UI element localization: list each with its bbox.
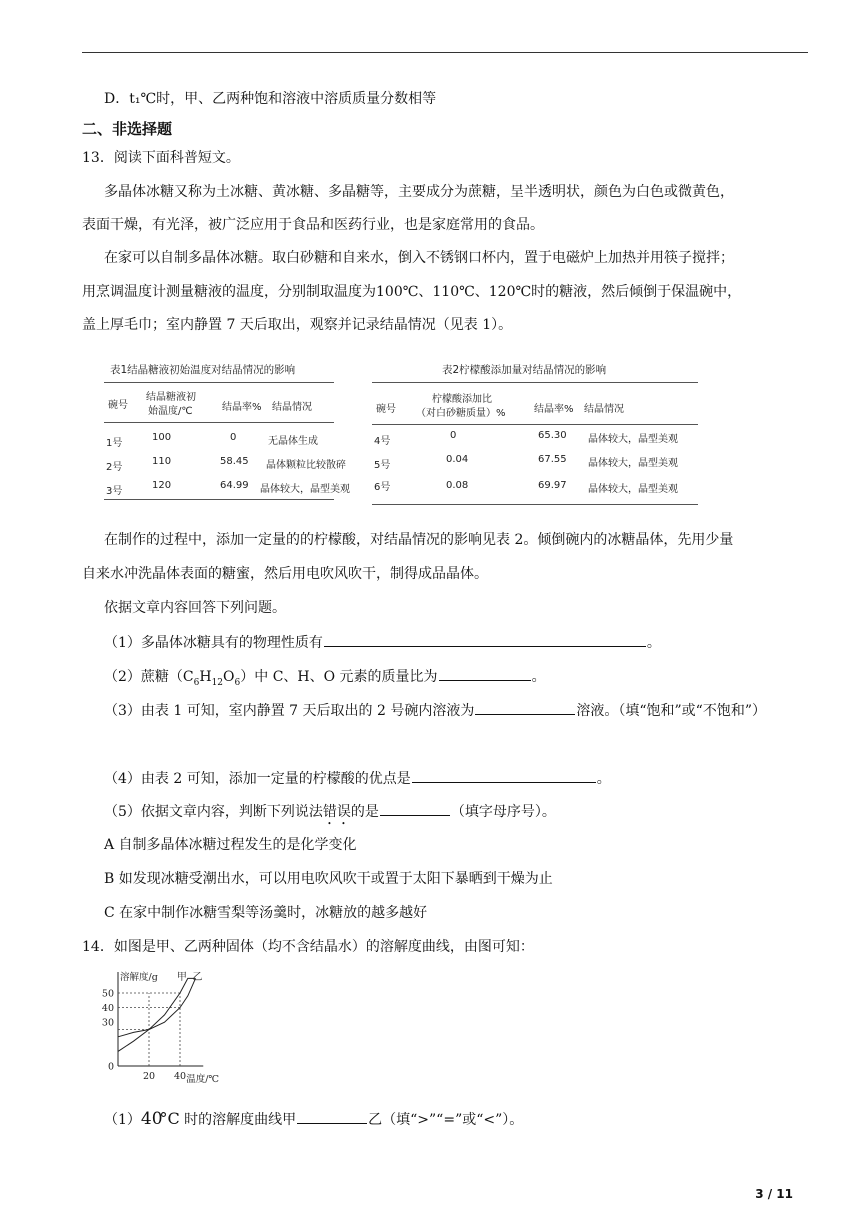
table-2-header: 结晶率% <box>534 404 574 415</box>
q13-para2-line3: 盖上厚毛巾；室内静置 7 天后取出，观察并记录结晶情况（见表 1）。 <box>82 317 513 333</box>
q13-para3-line1: 在制作的过程中，添加一定量的的柠檬酸，对结晶情况的影响见表 2。倾倒碗内的冰糖晶体，先用少量 <box>104 532 734 548</box>
question-text: （1）多晶体冰糖具有的物理性质有 <box>104 635 323 651</box>
table-cell: 3号 <box>106 486 123 497</box>
y-tick-label: 0 <box>107 1061 114 1073</box>
table-1-header: 结晶糖液初 <box>146 392 196 403</box>
table-cell: 0 <box>450 430 457 441</box>
answer-blank[interactable] <box>412 767 596 783</box>
q13-intro: 13．阅读下面科普短文。 <box>82 150 240 166</box>
q13-option-c: C 在家中制作冰糖雪梨等汤羹时，冰糖放的越多越好 <box>104 905 428 921</box>
question-text: 溶液。（填“饱和”或“不饱和”） <box>576 703 766 719</box>
table-2-top-rule <box>372 382 698 383</box>
solubility-chart <box>100 966 240 1090</box>
table-cell: 2号 <box>106 462 123 473</box>
header-rule <box>82 52 808 53</box>
table-1 <box>104 360 350 500</box>
table-cell: 100 <box>152 432 172 443</box>
table-cell: 0.08 <box>446 480 469 491</box>
series-label-jia: 甲 <box>176 972 187 983</box>
table-2 <box>372 360 698 506</box>
option-d: D．t₁℃时，甲、乙两种饱和溶液中溶质质量分数相等 <box>104 91 437 107</box>
table-cell: 6号 <box>374 482 391 493</box>
question-text: （2）蔗糖（C <box>104 669 194 685</box>
table-2-mid-rule <box>372 424 698 425</box>
table-1-header: 结晶率% <box>222 402 262 413</box>
q13-para1-line1: 多晶体冰糖又称为土冰糖、黄冰糖、多晶糖等，主要成分为蔗糖，呈半透明状，颜色为白色或微黄色， <box>104 184 734 200</box>
table-1-mid-rule <box>104 422 334 423</box>
temperature-value: 40 <box>140 1109 163 1129</box>
series-line-乙 <box>118 978 196 1036</box>
q13-para1-line2: 表面干燥，有光泽，被广泛应用于食品和医药行业，也是家庭常用的食品。 <box>82 217 544 233</box>
q13-sub1 <box>104 631 661 652</box>
x-axis-label: 温度/℃ <box>186 1074 220 1085</box>
table-2-header: 结晶情况 <box>584 404 624 415</box>
question-text: ）中 C、H、O 元素的质量比为 <box>240 669 438 685</box>
question-text: 。 <box>531 669 546 685</box>
answer-blank[interactable] <box>380 800 450 816</box>
table-1-header: 碗号 <box>108 400 128 411</box>
table-cell: 69.97 <box>538 480 567 491</box>
table-cell: 120 <box>152 480 172 491</box>
table-cell: 晶体较大，晶型美观 <box>588 458 678 469</box>
table-cell: 晶体较大，晶型美观 <box>588 484 678 495</box>
answer-blank[interactable] <box>475 699 575 715</box>
table-cell: 67.55 <box>538 454 567 465</box>
emphasis-text: 错误 <box>322 804 351 820</box>
q13-sub5 <box>104 800 556 828</box>
table-cell: 4号 <box>374 436 391 447</box>
table-cell: 晶体颗粒比较散碎 <box>266 460 346 471</box>
series-line-甲 <box>118 978 196 1051</box>
temperature-unit: °C <box>159 1109 180 1128</box>
q13-option-b: B 如发现冰糖受潮出水，可以用电吹风吹干或置于太阳下暴晒到干燥为止 <box>104 871 553 887</box>
table-1-bottom-rule <box>104 499 334 500</box>
subscript: 6 <box>234 677 241 688</box>
q14-sub1 <box>104 1108 523 1129</box>
q13-sub3 <box>104 699 766 720</box>
q14-intro: 14．如图是甲、乙两种固体（均不含结晶水）的溶解度曲线，由图可知： <box>82 939 534 955</box>
table-1-header: 始温度/℃ <box>148 406 193 417</box>
question-text: 的是 <box>350 804 379 820</box>
y-tick-label: 50 <box>101 988 114 1000</box>
table-1-top-rule <box>104 382 334 383</box>
table-2-bottom-rule <box>372 504 698 505</box>
q13-sub4 <box>104 767 611 788</box>
question-text: （填字母序号）。 <box>450 804 556 820</box>
subscript: 12 <box>211 677 224 688</box>
table-cell: 5号 <box>374 460 391 471</box>
series-label-yi: 乙 <box>192 972 203 983</box>
table-2-header: 柠檬酸添加比 <box>432 394 492 405</box>
table-cell: 64.99 <box>220 480 249 491</box>
table-cell: 0.04 <box>446 454 469 465</box>
table-cell: 1号 <box>106 438 123 449</box>
table-2-header: （对白砂糖质量）% <box>416 408 506 419</box>
answer-blank[interactable] <box>324 631 646 647</box>
q13-para2-line2: 用烹调温度计测量糖液的温度，分别制取温度为100℃、110℃、120℃时的糖液，然后倾倒于保温碗中， <box>82 284 742 300</box>
table-cell: 65.30 <box>538 430 567 441</box>
question-text: 。 <box>646 635 661 651</box>
question-text: O <box>223 669 235 685</box>
page-number: 3 / 11 <box>755 1187 793 1201</box>
question-text: 乙（填“>”“=”或“<”）。 <box>368 1112 524 1128</box>
question-text: （1） <box>104 1112 141 1128</box>
x-tick-label: 20 <box>142 1071 156 1082</box>
question-text: 时的溶解度曲线甲 <box>179 1112 297 1128</box>
question-text: H <box>199 669 212 685</box>
q13-option-a: A 自制多晶体冰糖过程发生的是化学变化 <box>104 837 357 853</box>
question-text: （5）依据文章内容，判断下列说法 <box>104 804 323 820</box>
q13-para4: 依据文章内容回答下列问题。 <box>104 600 286 616</box>
table-cell: 无晶体生成 <box>268 436 318 447</box>
question-text: 。 <box>596 771 611 787</box>
table-2-header: 碗号 <box>376 404 396 415</box>
x-tick-label: 40 <box>173 1071 187 1082</box>
q13-sub2 <box>104 665 546 688</box>
answer-blank[interactable] <box>297 1108 367 1124</box>
q13-para2-line1: 在家可以自制多晶体冰糖。取白砂糖和自来水，倒入不锈钢口杯内，置于电磁炉上加热并用筷子搅拌； <box>104 250 734 266</box>
table-cell: 晶体较大，晶型美观 <box>260 484 350 495</box>
table-1-header: 结晶情况 <box>272 402 312 413</box>
table-cell: 58.45 <box>220 456 249 467</box>
question-text: （4）由表 2 可知，添加一定量的柠檬酸的优点是 <box>104 771 411 787</box>
y-axis-label: 溶解度/g <box>120 972 158 983</box>
table-cell: 0 <box>230 432 237 443</box>
table-1-caption: 表1结晶糖液初始温度对结晶情况的影响 <box>110 364 296 376</box>
subscript: 6 <box>193 677 200 688</box>
question-text: （3）由表 1 可知，室内静置 7 天后取出的 2 号碗内溶液为 <box>104 703 475 719</box>
answer-blank[interactable] <box>439 665 531 681</box>
table-cell: 110 <box>152 456 172 467</box>
section-heading: 二、非选择题 <box>82 120 173 138</box>
q13-para3-line2: 自来水冲洗晶体表面的糖蜜，然后用电吹风吹干，制得成品晶体。 <box>82 566 488 582</box>
y-tick-label: 30 <box>101 1017 114 1029</box>
table-2-caption: 表2柠檬酸添加量对结晶情况的影响 <box>442 364 607 376</box>
y-tick-label: 40 <box>101 1003 114 1015</box>
table-cell: 晶体较大，晶型美观 <box>588 434 678 445</box>
